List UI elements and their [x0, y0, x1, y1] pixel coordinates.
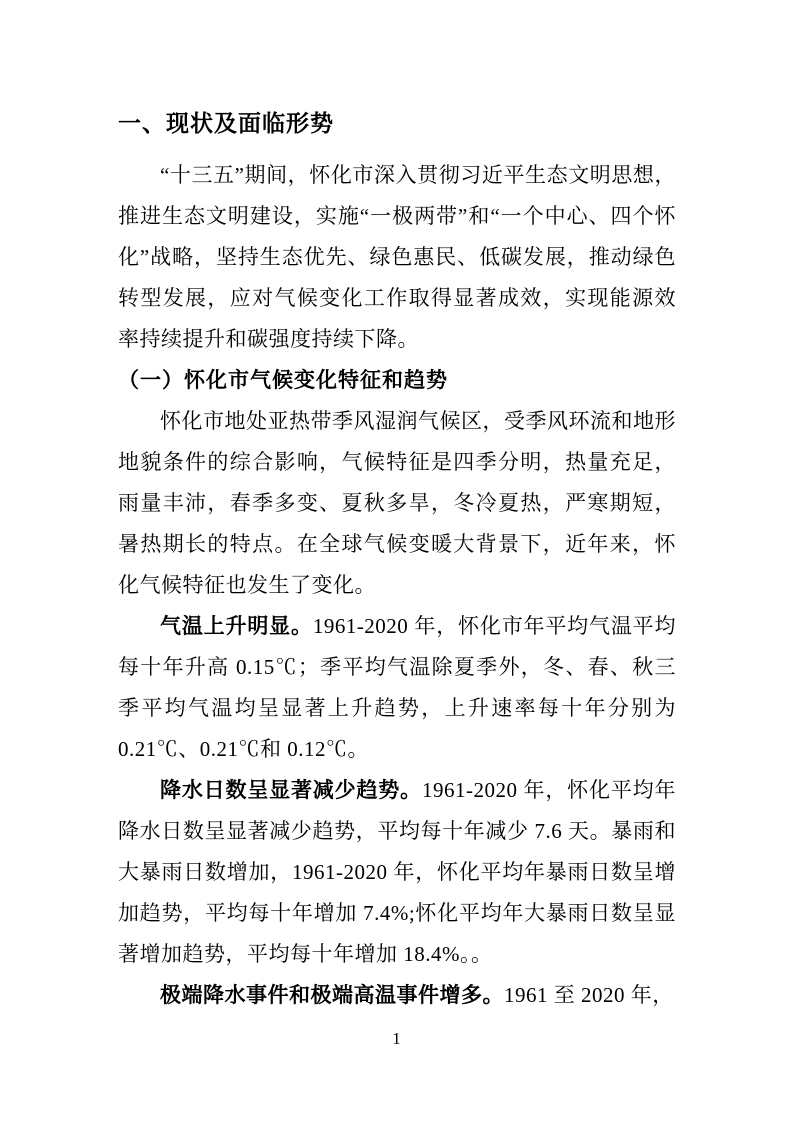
document-content — [118, 105, 676, 1016]
section-heading: 一、现状及面临形势 — [118, 110, 334, 136]
precipitation-paragraph-lead: 降水日数呈显著减少趋势。 — [160, 778, 422, 802]
temperature-paragraph-lead: 气温上升明显。 — [160, 614, 313, 638]
precipitation-paragraph — [118, 770, 676, 975]
subsection-heading: （一）怀化市气候变化特征和趋势 — [118, 368, 448, 392]
temperature-paragraph — [118, 606, 676, 770]
extreme-paragraph — [118, 975, 676, 1016]
extreme-paragraph-lead: 极端降水事件和极端高温事件增多。 — [160, 983, 504, 1007]
extreme-paragraph-text: 1961 至 2020 年， — [504, 983, 674, 1007]
precipitation-paragraph-text: 1961-2020 年，怀化平均年降水日数呈显著减少趋势，平均每十年减少 7.6 天。暴雨和大暴雨日数增加，1961-2020 年，怀化平均年暴雨日数呈增加趋势，平均每十年增加 7.4%;怀化平均年大暴雨日数呈显著增加趋势，平均每十年增加 18.4%。。 — [118, 778, 676, 966]
page-number: 1 — [392, 1029, 401, 1048]
intro-paragraph: “十三五”期间，怀化市深入贯彻习近平生态文明思想，推进生态文明建设，实施“一极两带”和“一个中心、四个怀化”战略，坚持生态优先、绿色惠民、低碳发展，推动绿色转型发展，应对气候变化工作取得显著成效，实现能源效率持续提升和碳强度持续下降。 — [118, 163, 676, 351]
temperature-paragraph-text: 1961-2020 年，怀化市年平均气温平均每十年升高 0.15℃；季平均气温除夏季外，冬、春、秋三季平均气温均呈显著上升趋势，上升速率每十年分别为 0.21℃、0.21℃和 0.12℃。 — [118, 614, 677, 761]
climate-paragraph: 怀化市地处亚热带季风湿润气候区，受季风环流和地形地貌条件的综合影响，气候特征是四季分明，热量充足，雨量丰沛，春季多变、夏秋多旱，冬冷夏热，严寒期短，暑热期长的特点。在全球气候变暖大背景下，近年来，怀化气候特征也发生了变化。 — [118, 409, 676, 597]
